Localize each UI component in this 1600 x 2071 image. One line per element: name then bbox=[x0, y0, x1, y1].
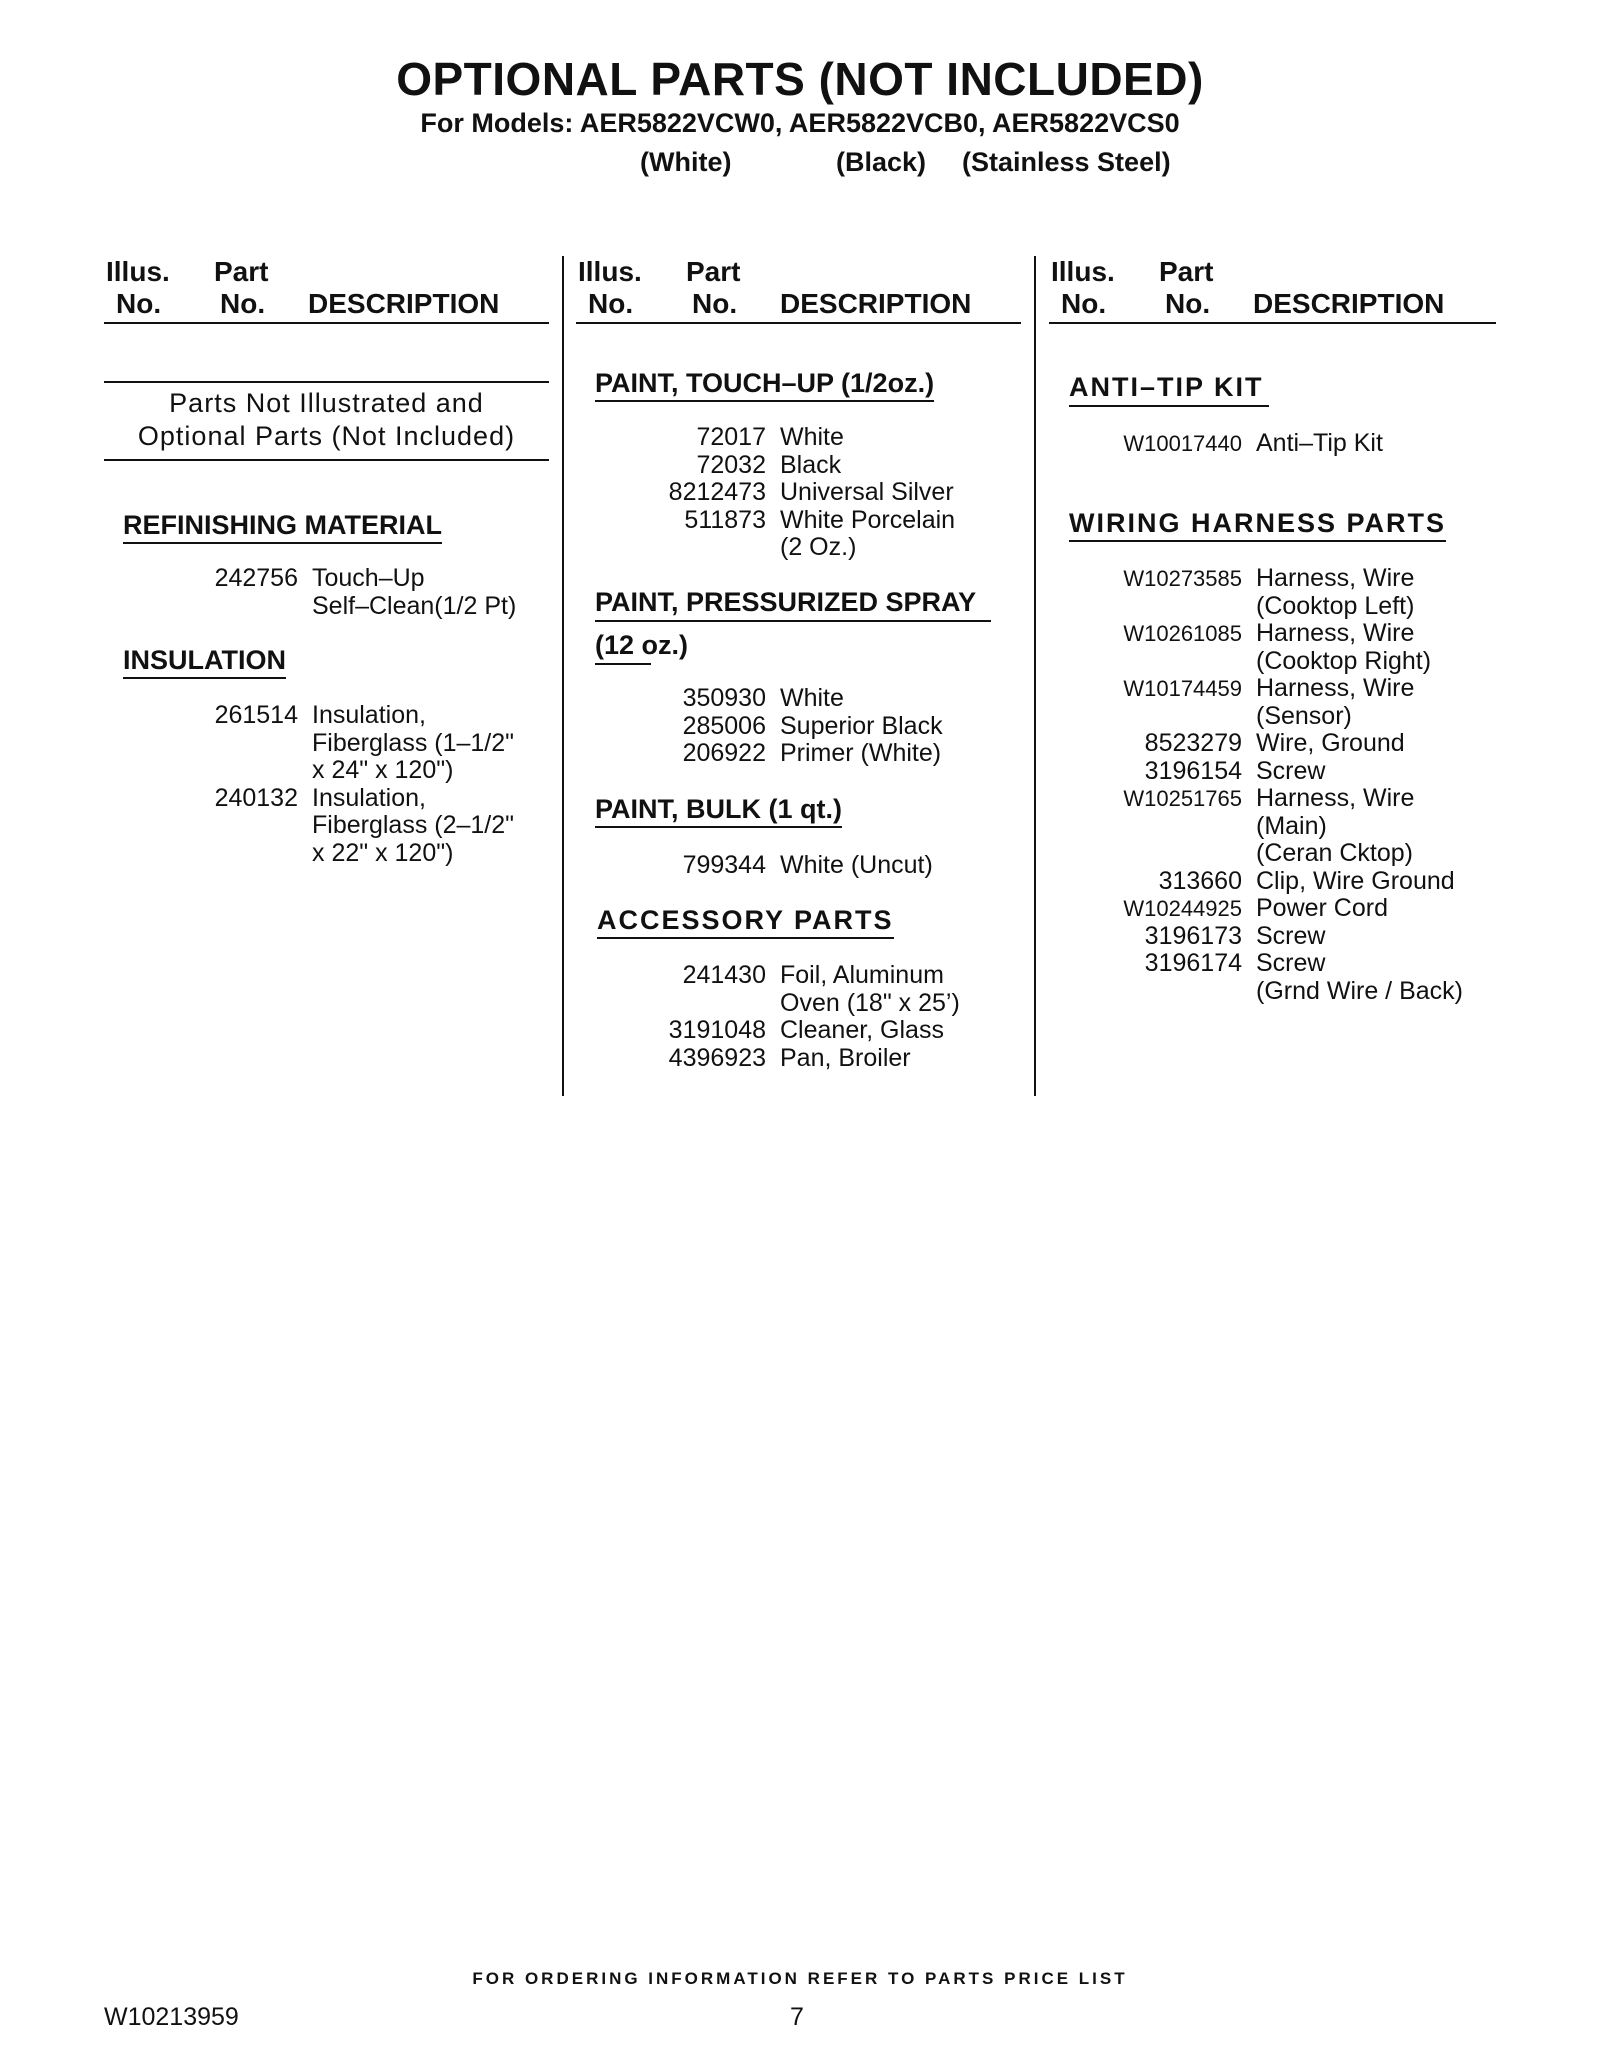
list-item bbox=[1096, 565, 1463, 620]
col3-header-description: DESCRIPTION bbox=[1253, 288, 1445, 319]
accessory-items bbox=[620, 962, 960, 1072]
part-description: Harness, Wire (Sensor) bbox=[1256, 674, 1415, 730]
list-item bbox=[620, 962, 960, 1017]
list-item bbox=[620, 1045, 960, 1073]
column-divider-2 bbox=[1034, 256, 1036, 1096]
list-item bbox=[620, 713, 943, 741]
list-item bbox=[150, 785, 514, 868]
part-number: 3196174 bbox=[1144, 949, 1242, 977]
list-item bbox=[1096, 758, 1463, 786]
section-paint-bulk bbox=[595, 794, 842, 825]
col1-header-rule bbox=[104, 322, 549, 324]
list-item bbox=[1096, 430, 1383, 458]
section-heading: PAINT, TOUCH–UP (1/2oz.) bbox=[595, 368, 934, 402]
section-heading: INSULATION bbox=[123, 645, 286, 679]
list-item bbox=[1096, 895, 1463, 923]
part-description: Universal Silver bbox=[780, 478, 954, 506]
part-description: Insulation, Fiberglass (2–1/2" x 22" x 120") bbox=[312, 783, 515, 867]
insulation-items bbox=[150, 702, 514, 867]
part-number: W10244925 bbox=[1123, 896, 1242, 921]
box-line-2: Optional Parts (Not Included) bbox=[137, 421, 516, 451]
part-description: White Porcelain (2 Oz.) bbox=[780, 505, 956, 561]
finish-white: (White) bbox=[640, 147, 732, 177]
part-number: 313660 bbox=[1158, 866, 1242, 895]
part-number: W10174459 bbox=[1123, 676, 1242, 701]
part-description: Superior Black bbox=[780, 711, 943, 740]
part-no-label: No. bbox=[692, 288, 738, 319]
col2-header-rule bbox=[576, 322, 1021, 324]
part-description: Screw (Grnd Wire / Back) bbox=[1256, 949, 1463, 1005]
part-description: White bbox=[780, 684, 844, 712]
box-line-1: Parts Not Illustrated and bbox=[169, 388, 484, 418]
part-description: Pan, Broiler bbox=[780, 1043, 911, 1072]
section-insulation bbox=[123, 645, 286, 676]
finish-stainless: (Stainless Steel) bbox=[962, 147, 1171, 177]
part-description: Harness, Wire (Main) (Ceran Cktop) bbox=[1256, 784, 1415, 867]
paint-touchup-items bbox=[620, 424, 955, 562]
col2-header-part bbox=[686, 256, 740, 320]
part-description: Clip, Wire Ground bbox=[1256, 866, 1455, 895]
illus-label: Illus. bbox=[106, 256, 170, 287]
page-number: 7 bbox=[790, 2003, 804, 2031]
part-description: White bbox=[780, 423, 844, 451]
part-no-label: No. bbox=[220, 288, 266, 319]
part-number: 799344 bbox=[682, 851, 766, 879]
list-item bbox=[1096, 730, 1463, 758]
document-number: W10213959 bbox=[104, 2003, 239, 2031]
part-description: Foil, Aluminum Oven (18" x 25’) bbox=[780, 961, 960, 1017]
not-illustrated-box bbox=[104, 381, 549, 461]
models-line: For Models: AER5822VCW0, AER5822VCB0, AER5822VCS0 bbox=[420, 108, 1180, 138]
section-wiring-harness bbox=[1069, 508, 1446, 539]
part-number: 240132 bbox=[214, 783, 298, 812]
part-number: 261514 bbox=[214, 701, 298, 729]
part-description: Black bbox=[780, 450, 842, 479]
wiring-harness-items bbox=[1096, 565, 1463, 1005]
section-heading: ACCESSORY PARTS bbox=[597, 905, 894, 939]
list-item bbox=[620, 452, 955, 480]
section-refinishing bbox=[123, 510, 442, 541]
list-item bbox=[620, 1017, 960, 1045]
part-number: 4396923 bbox=[668, 1043, 766, 1072]
part-number: 241430 bbox=[682, 961, 766, 989]
section-accessory bbox=[597, 905, 894, 936]
list-item bbox=[1096, 785, 1463, 868]
column-divider-1 bbox=[562, 256, 564, 1096]
col3-header-rule bbox=[1049, 322, 1496, 324]
paint-bulk-items bbox=[620, 852, 933, 880]
section-heading: REFINISHING MATERIAL bbox=[123, 510, 442, 544]
part-description: Wire, Ground bbox=[1256, 729, 1405, 757]
part-number: 206922 bbox=[682, 739, 766, 767]
list-item bbox=[620, 424, 955, 452]
illus-label: Illus. bbox=[578, 256, 642, 287]
col2-header-description: DESCRIPTION bbox=[780, 288, 972, 319]
part-number: 511873 bbox=[684, 505, 766, 534]
col1-header-part bbox=[214, 256, 268, 320]
part-number: 3196154 bbox=[1144, 756, 1242, 785]
col2-header-illus bbox=[578, 256, 642, 320]
list-item bbox=[1096, 675, 1463, 730]
page-title: OPTIONAL PARTS (NOT INCLUDED) bbox=[396, 53, 1204, 105]
part-label: Part bbox=[1159, 256, 1214, 287]
list-item bbox=[1096, 950, 1463, 1005]
illus-no-label: No. bbox=[1061, 288, 1107, 319]
part-description: Anti–Tip Kit bbox=[1256, 429, 1383, 457]
list-item bbox=[620, 685, 943, 713]
part-number: W10273585 bbox=[1123, 566, 1242, 591]
list-item bbox=[1096, 923, 1463, 951]
part-number: W10251765 bbox=[1123, 786, 1242, 811]
part-number: 8523279 bbox=[1144, 729, 1242, 757]
part-no-label: No. bbox=[1165, 288, 1211, 319]
list-item bbox=[150, 565, 516, 620]
part-description: Harness, Wire (Cooktop Right) bbox=[1256, 619, 1432, 675]
list-item bbox=[620, 740, 943, 768]
section-paint-spray bbox=[595, 587, 991, 665]
illus-label: Illus. bbox=[1051, 256, 1115, 287]
paint-spray-items bbox=[620, 685, 943, 768]
part-number: 350930 bbox=[682, 684, 766, 712]
part-description: White (Uncut) bbox=[780, 851, 933, 879]
ordering-note: FOR ORDERING INFORMATION REFER TO PARTS PRICE LIST bbox=[472, 1969, 1128, 1988]
illus-no-label: No. bbox=[588, 288, 634, 319]
list-item bbox=[620, 507, 955, 562]
section-heading: PAINT, BULK (1 qt.) bbox=[595, 794, 842, 828]
finish-black: (Black) bbox=[836, 147, 927, 177]
part-number: 3191048 bbox=[668, 1016, 766, 1044]
part-description: Harness, Wire (Cooktop Left) bbox=[1256, 564, 1415, 620]
list-item bbox=[620, 852, 933, 880]
section-anti-tip bbox=[1069, 372, 1269, 407]
illus-no-label: No. bbox=[116, 288, 162, 319]
col3-header-illus bbox=[1051, 256, 1115, 320]
part-number: 72032 bbox=[696, 450, 766, 479]
col1-header-description: DESCRIPTION bbox=[308, 288, 500, 319]
part-description: Screw bbox=[1256, 921, 1326, 950]
part-description: Insulation, Fiberglass (1–1/2" x 24" x 120") bbox=[312, 701, 515, 784]
part-number: W10261085 bbox=[1123, 621, 1242, 646]
part-description: Touch–Up Self–Clean(1/2 Pt) bbox=[312, 564, 517, 620]
part-number: W10017440 bbox=[1123, 431, 1242, 456]
part-label: Part bbox=[214, 256, 269, 287]
list-item bbox=[620, 479, 955, 507]
part-description: Power Cord bbox=[1256, 894, 1388, 922]
part-number: 242756 bbox=[214, 564, 298, 592]
section-heading-cont: (12 oz.) bbox=[595, 630, 651, 665]
list-item bbox=[1096, 620, 1463, 675]
section-heading: ANTI–TIP KIT bbox=[1069, 372, 1269, 407]
part-number: 3196173 bbox=[1144, 921, 1242, 950]
section-paint-touchup bbox=[595, 368, 934, 399]
part-description: Cleaner, Glass bbox=[780, 1016, 944, 1044]
refinishing-items bbox=[150, 565, 516, 620]
section-heading: WIRING HARNESS PARTS bbox=[1069, 508, 1446, 542]
part-description: Primer (White) bbox=[780, 739, 942, 767]
part-label: Part bbox=[686, 256, 741, 287]
part-number: 285006 bbox=[682, 711, 766, 740]
section-heading: PAINT, PRESSURIZED SPRAY bbox=[595, 587, 991, 622]
list-item bbox=[1096, 868, 1463, 896]
list-item bbox=[150, 702, 514, 785]
part-description: Screw bbox=[1256, 756, 1326, 785]
col1-header-illus bbox=[106, 256, 170, 320]
part-number: 72017 bbox=[696, 423, 766, 451]
part-number: 8212473 bbox=[668, 478, 766, 506]
col3-header-part bbox=[1159, 256, 1213, 320]
anti-tip-items bbox=[1096, 430, 1383, 458]
